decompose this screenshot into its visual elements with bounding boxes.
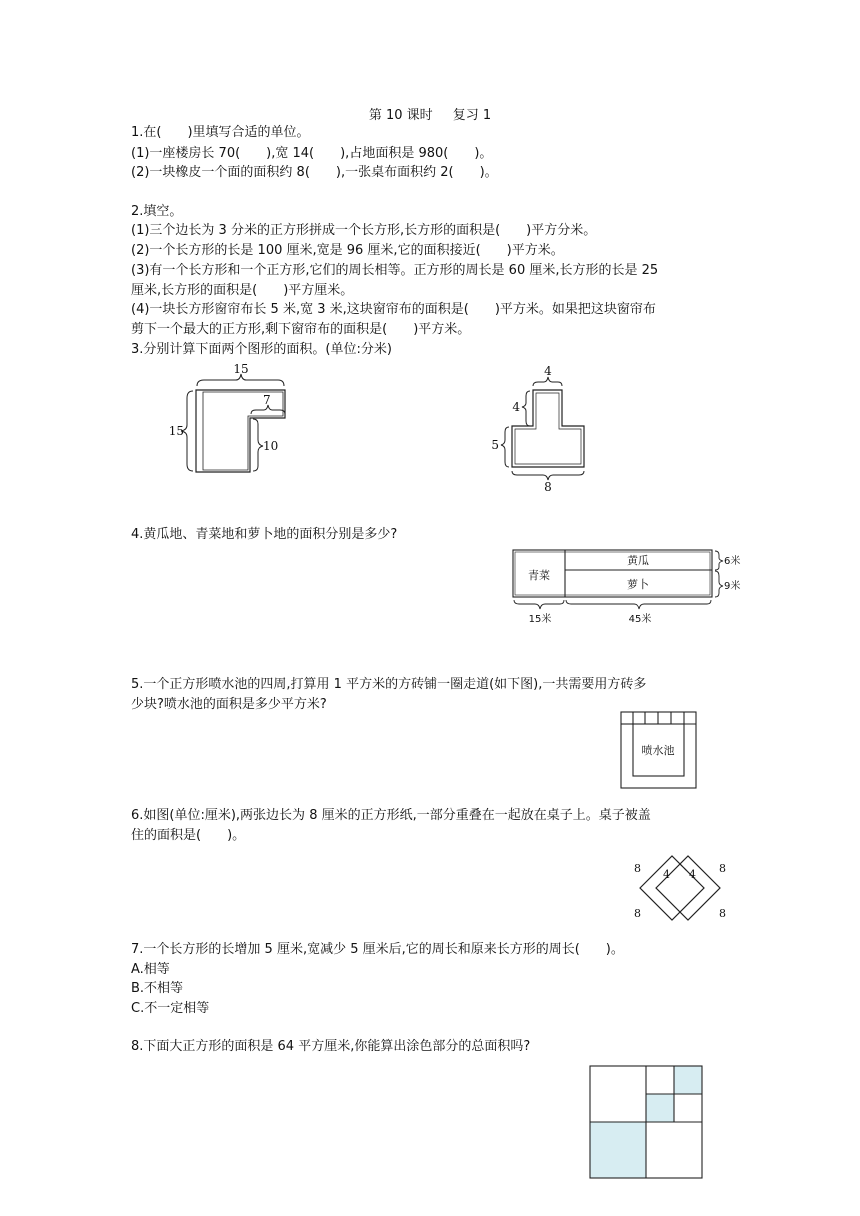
overlap-side-c: 4 [689, 868, 696, 881]
q4-stem: 4.黄瓜地、青菜地和萝卜地的面积分别是多少? [131, 527, 398, 542]
width-9m-label: 9米 [724, 581, 741, 592]
length-15m-label: 15米 [528, 614, 552, 625]
fig2-top-label: 4 [544, 364, 552, 378]
q5-stem-line1: 5.一个正方形喷水池的四周,打算用 1 平方米的方砖铺一圈走道(如下图),一共需要用方砖多 [131, 677, 647, 692]
overlap-side-b: 4 [663, 868, 670, 881]
q7-stem: 7.一个长方形的长增加 5 厘米,宽减少 5 厘米后,它的周长和原来长方形的周长( )。 [131, 942, 624, 957]
fig1-left-label: 15 [168, 424, 184, 438]
q2-part3-line2: 厘米,长方形的面积是( )平方厘米。 [131, 283, 354, 298]
fig2-left-bottom-label: 5 [491, 438, 499, 452]
page-title [0, 104, 860, 123]
topic-label: 复习 1 [452, 108, 492, 123]
overlap-side-f: 8 [719, 907, 726, 920]
q6-stem-line2: 住的面积是( )。 [131, 828, 246, 843]
luobo-label: 萝卜 [627, 578, 649, 591]
fig1-notch-label: 7 [263, 393, 271, 407]
qingcai-label: 青菜 [528, 569, 550, 582]
q2-part1: (1)三个边长为 3 分米的正方形拼成一个长方形,长方形的面积是( )平方分米。 [131, 223, 597, 238]
overlap-side-a: 8 [634, 862, 641, 875]
overlap-side-e: 8 [634, 907, 641, 920]
q8-shaded-regions [590, 1066, 702, 1178]
q2-stem: 2.填空。 [131, 204, 183, 219]
q1-part2: (2)一块橡皮一个面的面积约 8( ),一张桌布面积约 2( )。 [131, 165, 498, 180]
fig1-top-label: 15 [233, 362, 249, 376]
q3-stem: 3.分别计算下面两个图形的面积。(单位:分米) [131, 342, 392, 357]
q7-option-a: A.相等 [131, 962, 170, 977]
q5-stem-line2: 少块?喷水池的面积是多少平方米? [131, 697, 327, 712]
q2-part2: (2)一个长方形的长是 100 厘米,宽是 96 厘米,它的面积接近( )平方米。 [131, 243, 564, 258]
q2-part4-line1: (4)一块长方形窗帘布长 5 米,宽 3 米,这块窗帘布的面积是( )平方米。如果把这块窗帘布 [131, 302, 656, 317]
q6-stem-line1: 6.如图(单位:厘米),两张边长为 8 厘米的正方形纸,一部分重叠在一起放在桌子上。桌子被盖 [131, 808, 651, 823]
q7-option-b: B.不相等 [131, 981, 184, 996]
fountain-label: 喷水池 [641, 744, 675, 757]
q7-option-c: C.不一定相等 [131, 1001, 210, 1016]
q1-part1: (1)一座楼房长 70( ),宽 14( ),占地面积是 980( )。 [131, 146, 493, 161]
overlap-side-d: 8 [719, 862, 726, 875]
q2-part3-line1: (3)有一个长方形和一个正方形,它们的周长相等。正方形的周长是 60 厘米,长方形的长是 25 [131, 263, 659, 278]
fig2-left-top-label: 4 [512, 400, 520, 414]
fig2-bottom-label: 8 [544, 480, 552, 494]
length-45m-label: 45米 [628, 614, 652, 625]
q1-stem: 1.在( )里填写合适的单位。 [131, 125, 310, 140]
q8-stem: 8.下面大正方形的面积是 64 平方厘米,你能算出涂色部分的总面积吗? [131, 1039, 531, 1054]
lesson-label: 第 10 课时 [368, 108, 433, 123]
q2-part4-line2: 剪下一个最大的正方形,剩下窗帘布的面积是( )平方米。 [131, 322, 471, 337]
fig1-right-label: 10 [263, 439, 279, 453]
huanggua-label: 黄瓜 [627, 554, 649, 567]
width-6m-label: 6米 [724, 556, 741, 567]
